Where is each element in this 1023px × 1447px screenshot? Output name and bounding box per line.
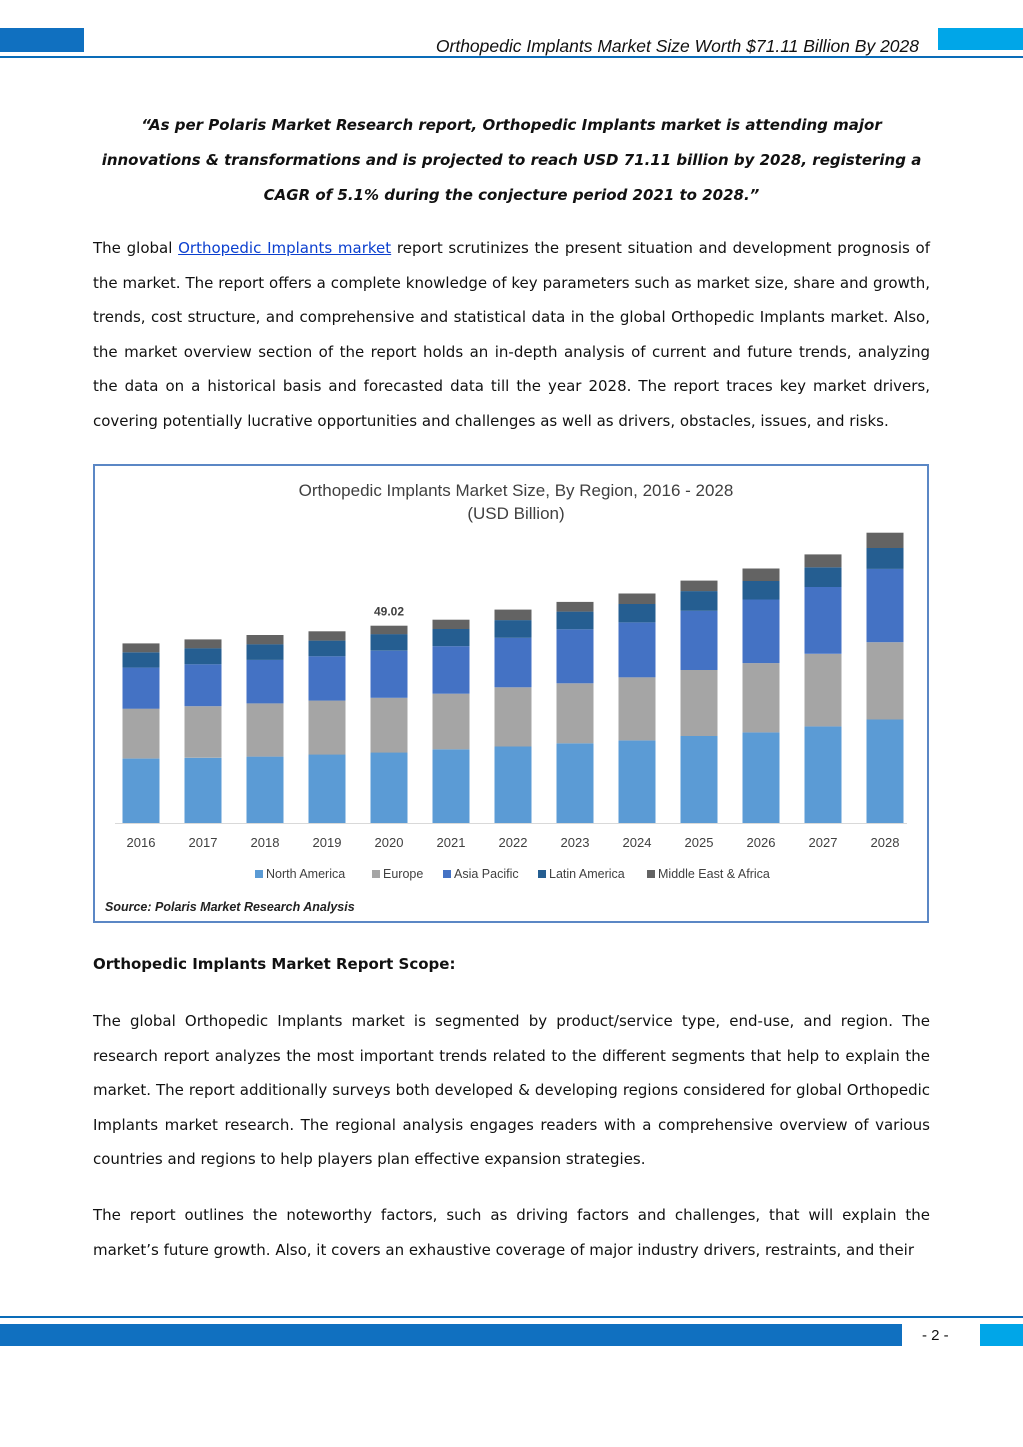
bar-segment-2023-europe <box>557 683 594 743</box>
x-tick-2022: 2022 <box>498 835 528 850</box>
bar-segment-2020-europe <box>371 698 408 753</box>
bar-segment-2018-middle-east-africa <box>247 635 284 644</box>
bar-segment-2022-asia-pacific <box>495 638 532 688</box>
x-axis-ticks <box>127 835 900 850</box>
chart-subtitle: (USD Billion) <box>467 504 565 523</box>
header-accent-bar-left <box>0 28 84 52</box>
bar-segment-2023-asia-pacific <box>557 629 594 683</box>
bar-segment-2018-latin-america <box>247 644 284 660</box>
legend-item-asia-pacific <box>443 867 519 881</box>
legend-item-latin-america <box>538 867 625 881</box>
bar-segment-2019-europe <box>309 701 346 755</box>
bar-segment-2017-latin-america <box>185 648 222 664</box>
bar-segment-2023-north-america <box>557 743 594 823</box>
bar-segment-2027-asia-pacific <box>805 587 842 654</box>
x-tick-2018: 2018 <box>250 835 280 850</box>
intro-text-before: The global <box>93 239 179 257</box>
bar-segment-2021-latin-america <box>433 629 470 646</box>
bar-segment-2019-asia-pacific <box>309 656 346 700</box>
bar-segment-2025-middle-east-africa <box>681 581 718 592</box>
legend-label: Latin America <box>549 867 625 881</box>
bar-segment-2027-north-america <box>805 726 842 823</box>
bar-segment-2017-europe <box>185 706 222 758</box>
header-title: Orthopedic Implants Market Size Worth $71.11 Billion By 2028 <box>435 36 919 56</box>
x-tick-2025: 2025 <box>684 835 714 850</box>
bar-segment-2025-north-america <box>681 736 718 823</box>
legend-item-middle-east-africa <box>647 867 770 881</box>
bar-segment-2021-europe <box>433 694 470 750</box>
bar-segment-2019-latin-america <box>309 641 346 657</box>
bar-segment-2026-europe <box>743 663 780 732</box>
footer-rule <box>0 1316 1023 1318</box>
bar-segment-2019-north-america <box>309 755 346 824</box>
scope-paragraph: The global Orthopedic Implants market is segmented by product/service type, end-use, and region. The research report analyzes the most important trends related to the different segments that help to explain the market. The report additionally surveys both developed & developing regions considered for global Orthopedic Implants market research. The regional analysis engages readers with a comprehensive overview of various countries and regions to help players plan effective expansion strategies. <box>93 1012 930 1169</box>
bar-segment-2025-latin-america <box>681 591 718 611</box>
bar-segment-2022-europe <box>495 687 532 746</box>
bar-segment-2028-middle-east-africa <box>867 533 904 548</box>
legend-label: Europe <box>383 867 424 881</box>
market-size-chart <box>93 464 929 923</box>
bar-segment-2023-middle-east-africa <box>557 602 594 612</box>
orthopedic-implants-market-link[interactable]: Orthopedic Implants market <box>178 239 392 257</box>
bar-segment-2026-middle-east-africa <box>743 569 780 582</box>
x-tick-2021: 2021 <box>436 835 466 850</box>
x-tick-2017: 2017 <box>188 835 218 850</box>
intro-paragraph <box>93 231 930 439</box>
chart-source: Source: Polaris Market Research Analysis <box>105 900 355 914</box>
x-tick-2028: 2028 <box>870 835 900 850</box>
bar-segment-2017-asia-pacific <box>185 664 222 706</box>
bar-segment-2026-latin-america <box>743 581 780 600</box>
legend-swatch <box>538 870 546 878</box>
legend-swatch <box>443 870 451 878</box>
chart-title: Orthopedic Implants Market Size, By Region, 2016 - 2028 <box>298 481 734 500</box>
bar-segment-2021-north-america <box>433 749 470 823</box>
x-tick-2026: 2026 <box>746 835 776 850</box>
bar-segment-2016-middle-east-africa <box>123 643 160 652</box>
bar-segment-2024-middle-east-africa <box>619 594 656 605</box>
bar-segment-2021-asia-pacific <box>433 646 470 694</box>
footer-accent-bar-left <box>0 1324 902 1346</box>
bar-segment-2020-latin-america <box>371 634 408 651</box>
bar-segment-2023-latin-america <box>557 612 594 630</box>
bar-segment-2016-asia-pacific <box>123 668 160 709</box>
bar-segment-2018-asia-pacific <box>247 660 284 704</box>
x-tick-2024: 2024 <box>622 835 652 850</box>
bar-segment-2016-latin-america <box>123 652 160 667</box>
legend-label: Asia Pacific <box>454 867 519 881</box>
bar-segment-2026-asia-pacific <box>743 600 780 664</box>
bar-segment-2016-europe <box>123 709 160 759</box>
bar-segment-2028-latin-america <box>867 548 904 569</box>
bar-segment-2018-north-america <box>247 757 284 823</box>
bar-segment-2024-europe <box>619 677 656 740</box>
bar-segment-2022-latin-america <box>495 620 532 638</box>
header-rule <box>0 56 1023 58</box>
bar-segment-2025-europe <box>681 670 718 736</box>
legend-swatch <box>255 870 263 878</box>
x-tick-2023: 2023 <box>560 835 590 850</box>
bar-segment-2027-latin-america <box>805 567 842 587</box>
bar-segment-2020-asia-pacific <box>371 651 408 698</box>
footer-accent-bar-right <box>980 1324 1023 1346</box>
bar-segment-2024-north-america <box>619 741 656 824</box>
bar-segment-2028-north-america <box>867 720 904 824</box>
bar-segment-2028-europe <box>867 642 904 719</box>
header-accent-bar-right <box>938 28 1023 50</box>
x-tick-2020: 2020 <box>374 835 404 850</box>
factors-paragraph: The report outlines the noteworthy factors, such as driving factors and challenges, that will explain the market’s future growth. Also, it covers an exhaustive coverage of major industry drivers, restraints, and their <box>93 1206 930 1259</box>
legend-item-europe <box>372 867 423 881</box>
highlight-quote: “As per Polaris Market Research report, Orthopedic Implants market is attending major innovations & transformations and is projected to reach USD 71.11 billion by 2028, registering a CAGR of 5.1% during the conjecture period 2021 to 2028.” <box>101 116 922 204</box>
bar-segment-2020-middle-east-africa <box>371 626 408 635</box>
legend-swatch <box>372 870 380 878</box>
x-tick-2019: 2019 <box>312 835 342 850</box>
chart-legend <box>255 867 770 881</box>
bar-segment-2016-north-america <box>123 759 160 823</box>
bar-segment-2022-north-america <box>495 747 532 824</box>
bar-segment-2019-middle-east-africa <box>309 631 346 640</box>
bar-segment-2020-north-america <box>371 753 408 824</box>
stacked-bar-chart <box>95 466 927 921</box>
page-number: - 2 - <box>922 1327 949 1344</box>
bar-segment-2021-middle-east-africa <box>433 620 470 629</box>
bar-segment-2027-europe <box>805 654 842 727</box>
legend-label: North America <box>266 867 346 881</box>
legend-swatch <box>647 870 655 878</box>
legend-label: Middle East & Africa <box>658 867 770 881</box>
bar-segment-2028-asia-pacific <box>867 569 904 642</box>
bar-segment-2017-north-america <box>185 758 222 823</box>
data-label-2020: 49.02 <box>373 604 405 619</box>
intro-text-after: report scrutinizes the present situation and development prognosis of the market. The report offers a complete knowledge of key parameters such as market size, share and growth, trends, cost structure, and comprehensive and statistical data in the global Orthopedic Implants market. Also, the market overview section of the report holds an in-depth analysis of current and future trends, analyzing the data on a historical basis and forecasted data till the year 2028. The report traces key market drivers, covering potentially lucrative opportunities and challenges as well as drivers, obstacles, issues, and risks. <box>93 239 930 430</box>
section-heading: Orthopedic Implants Market Report Scope: <box>93 955 456 973</box>
bar-segment-2024-asia-pacific <box>619 623 656 678</box>
bar-segment-2025-asia-pacific <box>681 611 718 670</box>
bar-segment-2026-north-america <box>743 732 780 823</box>
x-tick-2027: 2027 <box>808 835 838 850</box>
bar-segment-2022-middle-east-africa <box>495 610 532 621</box>
chart-bars <box>115 533 907 824</box>
legend-item-north-america <box>255 867 345 881</box>
bar-segment-2024-latin-america <box>619 604 656 623</box>
bar-segment-2018-europe <box>247 703 284 756</box>
x-tick-2016: 2016 <box>126 835 156 850</box>
bar-segment-2027-middle-east-africa <box>805 554 842 567</box>
bar-segment-2017-middle-east-africa <box>185 639 222 648</box>
